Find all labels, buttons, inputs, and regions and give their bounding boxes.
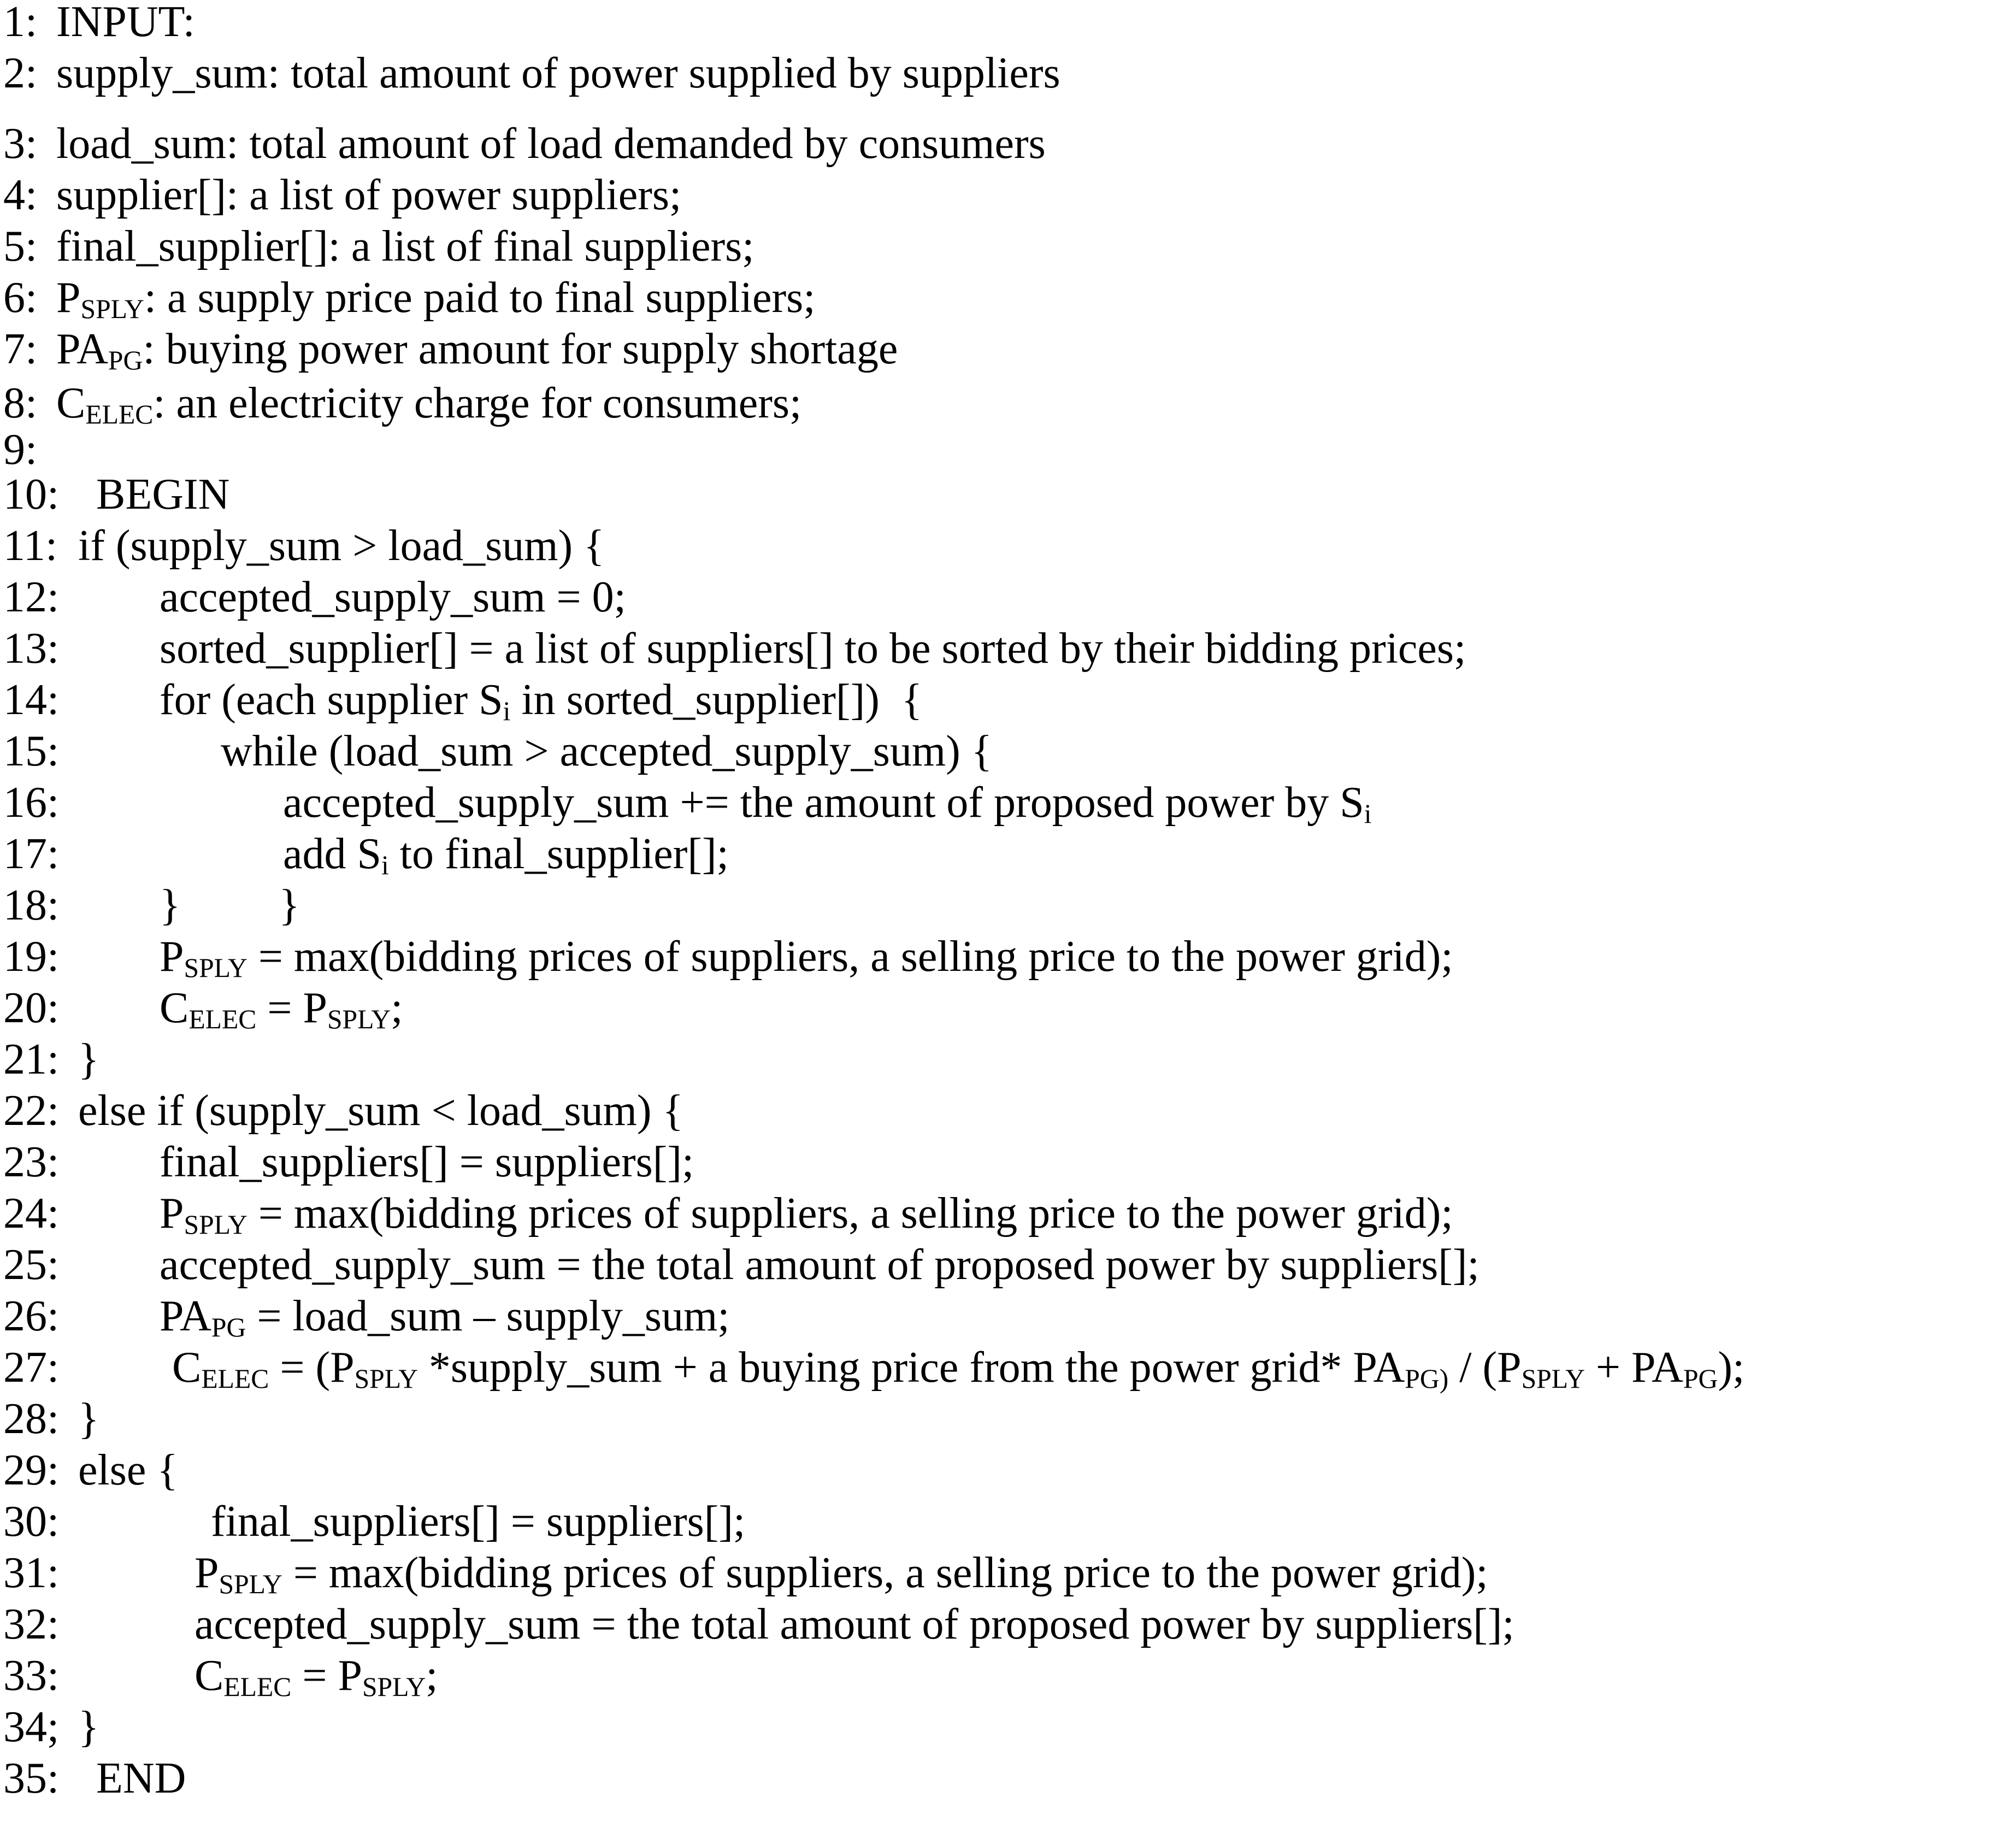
- line-number: 6:: [3, 274, 38, 322]
- code-text: = P: [291, 1651, 362, 1700]
- line-number: 30:: [3, 1497, 60, 1546]
- subscript: PG: [1683, 1363, 1718, 1394]
- line-code: [160, 883, 300, 927]
- code-text: : an electricity charge for consumers;: [153, 379, 802, 427]
- line-code: [56, 122, 1046, 166]
- line-number: 26:: [3, 1292, 60, 1340]
- code-text: }: [78, 1702, 99, 1751]
- code-text: ;: [426, 1651, 438, 1700]
- code-text: / (P: [1448, 1343, 1522, 1392]
- line-code: [160, 675, 923, 726]
- line-number: 25:: [3, 1240, 60, 1289]
- subscript: ELEC: [85, 399, 154, 429]
- line-code: [283, 829, 729, 880]
- line-code: [56, 222, 754, 271]
- line-number: 12:: [3, 573, 60, 621]
- line-code: [56, 0, 195, 44]
- line-number: 14:: [3, 675, 60, 724]
- code-text: = max(bidding prices of suppliers, a selling price to the power grid);: [247, 932, 1453, 981]
- line-number: 18:: [3, 881, 60, 929]
- code-text: final_supplier[]: a list of final suppliers;: [56, 222, 754, 271]
- line-code: [56, 325, 898, 376]
- code-text: + PA: [1584, 1343, 1683, 1392]
- code-text: P: [160, 932, 184, 981]
- code-text: final_suppliers[] = suppliers[];: [211, 1497, 746, 1546]
- subscript: PG: [211, 1312, 246, 1342]
- line-number: 24:: [3, 1189, 60, 1237]
- line-code: [85, 1754, 186, 1802]
- line-number: 31:: [3, 1548, 60, 1597]
- line-code: [56, 379, 802, 429]
- code-text: final_suppliers[] = suppliers[];: [160, 1138, 694, 1186]
- line-number: 32:: [3, 1600, 60, 1648]
- code-text: INPUT:: [56, 0, 195, 46]
- line-code: [194, 1651, 438, 1702]
- line-code: [194, 1548, 1488, 1599]
- code-text: PA: [160, 1292, 211, 1340]
- code-text: = max(bidding prices of suppliers, a selling price to the power grid);: [247, 1189, 1453, 1237]
- code-text: to final_supplier[];: [388, 829, 729, 878]
- line-number: 23:: [3, 1138, 60, 1186]
- line-number: 27:: [3, 1343, 60, 1392]
- code-text: for (each supplier S: [160, 675, 503, 724]
- subscript: PG): [1405, 1363, 1449, 1394]
- line-number: 5:: [3, 222, 38, 271]
- line-code: [211, 1497, 746, 1546]
- line-code: [56, 171, 682, 220]
- line-number: 22:: [3, 1086, 60, 1135]
- line-number: 35:: [3, 1754, 60, 1802]
- code-text: END: [85, 1754, 186, 1802]
- line-code: [160, 1240, 1479, 1289]
- line-code: [78, 521, 605, 570]
- subscript: SPLY: [219, 1569, 282, 1599]
- subscript: SPLY: [80, 294, 144, 325]
- line-number: 1:: [3, 0, 38, 46]
- code-text: supply_sum: total amount of power supplied by suppliers: [56, 49, 1060, 97]
- subscript: SPLY: [184, 1209, 247, 1240]
- subscript: SPLY: [184, 952, 247, 983]
- line-code: [78, 1394, 99, 1443]
- line-number: 17:: [3, 829, 60, 878]
- code-text: else if (supply_sum < load_sum) {: [78, 1086, 683, 1135]
- code-text: accepted_supply_sum = the total amount of proposed power by suppliers[];: [194, 1600, 1514, 1648]
- line-number: 7:: [3, 325, 38, 374]
- code-text: );: [1718, 1343, 1745, 1392]
- line-code: [160, 932, 1453, 983]
- code-text: = max(bidding prices of suppliers, a selling price to the power grid);: [282, 1548, 1488, 1597]
- line-code: [194, 1602, 1514, 1646]
- subscript: ELEC: [223, 1671, 292, 1702]
- code-text: C: [160, 983, 189, 1032]
- subscript: i: [503, 696, 511, 726]
- algorithm-listing: [3, 0, 2014, 1827]
- code-text: P: [194, 1548, 219, 1597]
- line-number: 15:: [3, 727, 60, 775]
- code-text: }: [78, 1394, 99, 1443]
- subscript: ELEC: [188, 1004, 257, 1034]
- line-number: 10:: [3, 470, 60, 518]
- code-text: if (supply_sum > load_sum) {: [78, 521, 605, 570]
- code-text: in sorted_supplier[]) {: [510, 675, 923, 724]
- subscript: SPLY: [354, 1363, 418, 1394]
- line-code: [56, 274, 816, 325]
- line-code: [160, 624, 1466, 673]
- line-number: 8:: [3, 379, 38, 427]
- code-text: accepted_supply_sum = the total amount of proposed power by suppliers[];: [160, 1240, 1479, 1289]
- line-number: 9:: [3, 425, 38, 474]
- code-text: while (load_sum > accepted_supply_sum) {: [221, 727, 993, 775]
- line-number: 33:: [3, 1651, 60, 1700]
- subscript: SPLY: [1521, 1363, 1585, 1394]
- line-number: 16:: [3, 778, 60, 827]
- line-code: [160, 1189, 1453, 1240]
- code-text: supplier[]: a list of power suppliers;: [56, 171, 682, 220]
- code-text: } }: [160, 881, 300, 929]
- code-text: C: [172, 1343, 202, 1392]
- line-number: 21:: [3, 1035, 60, 1083]
- line-code: [160, 983, 403, 1034]
- line-number: 3:: [3, 120, 38, 168]
- line-code: [160, 1292, 730, 1342]
- line-number: 34;: [3, 1702, 60, 1751]
- line-code: [160, 575, 626, 619]
- code-text: P: [56, 274, 81, 322]
- line-code: [78, 1086, 683, 1135]
- subscript: SPLY: [327, 1004, 391, 1034]
- line-number: 11:: [3, 521, 58, 570]
- line-code: [172, 1343, 1745, 1394]
- subscript: PG: [108, 345, 143, 376]
- line-number: 4:: [3, 171, 38, 220]
- code-text: sorted_supplier[] = a list of suppliers[] to be sorted by their bidding prices;: [160, 624, 1466, 673]
- code-text: : a supply price paid to final suppliers;: [144, 274, 816, 322]
- line-code: [221, 729, 992, 773]
- code-text: C: [194, 1651, 224, 1700]
- line-code: [78, 1448, 178, 1492]
- code-text: ;: [391, 983, 403, 1032]
- line-code: [283, 778, 1372, 829]
- code-text: accepted_supply_sum += the amount of proposed power by S: [283, 778, 1364, 827]
- code-text: add S: [283, 829, 381, 878]
- line-code: [160, 1140, 694, 1184]
- code-text: : buying power amount for supply shortage: [143, 325, 898, 374]
- line-number: 29:: [3, 1446, 60, 1494]
- code-text: load_sum: total amount of load demanded by consumers: [56, 120, 1046, 168]
- code-text: = (P: [269, 1343, 355, 1392]
- line-number: 20:: [3, 983, 60, 1032]
- subscript: SPLY: [362, 1671, 426, 1702]
- code-text: BEGIN: [85, 470, 230, 518]
- code-text: = P: [256, 983, 327, 1032]
- code-text: C: [56, 379, 86, 427]
- line-number: 2:: [3, 49, 38, 97]
- code-text: P: [160, 1189, 184, 1237]
- line-number: 13:: [3, 624, 60, 673]
- code-text: accepted_supply_sum = 0;: [160, 573, 626, 621]
- subscript: i: [1364, 798, 1372, 829]
- line-code: [78, 1702, 99, 1751]
- line-code: [78, 1035, 99, 1083]
- code-text: *supply_sum + a buying price from the power grid* PA: [417, 1343, 1405, 1392]
- line-number: 28:: [3, 1394, 60, 1443]
- line-code: [85, 470, 230, 518]
- code-text: }: [78, 1035, 99, 1083]
- code-text: else {: [78, 1446, 178, 1494]
- code-text: PA: [56, 325, 108, 374]
- line-code: [56, 51, 1060, 95]
- subscript: ELEC: [201, 1363, 269, 1394]
- code-text: = load_sum – supply_sum;: [246, 1292, 730, 1340]
- subscript: i: [381, 850, 389, 880]
- line-number: 19:: [3, 932, 60, 981]
